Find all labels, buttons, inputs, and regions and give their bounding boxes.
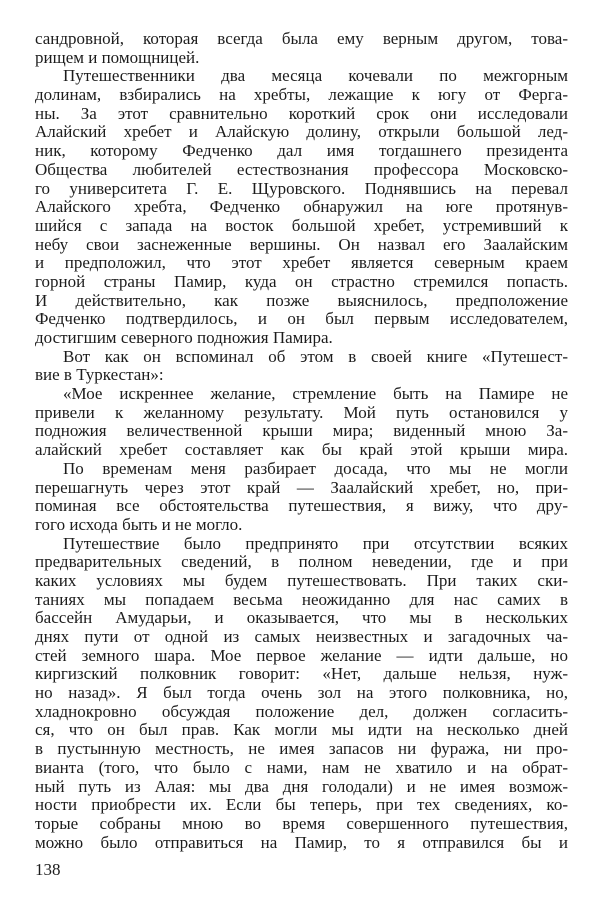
text-line: ный путь из Алая: мы два дня голодали) и не имея возмож-: [35, 777, 568, 796]
text-line: алайский хребет составляет как бы край этой крыши мира.: [35, 441, 568, 460]
page-number: 138: [35, 860, 61, 879]
text-line: бассейн Амударьи, и оказывается, что мы в нескольких: [35, 609, 568, 628]
text-line: сандровной, которая всегда была ему верным другом, това-: [35, 30, 568, 48]
text-line: И действительно, как позже выяснилось, предположение: [35, 291, 568, 310]
text-line: предварительных сведений, в полном неведении, где и при: [35, 553, 568, 572]
text-line: долинам, взбирались на хребты, лежащие к югу от Ферга-: [35, 86, 568, 105]
text-line: в пустынную местность, не имея запасов ни фуража, ни про-: [35, 740, 568, 759]
text-line: каких условиях мы будем путешествовать. При таких ски-: [35, 571, 568, 590]
text-line: Алайский хребет и Алайскую долину, открыли большой лед-: [35, 123, 568, 142]
text-line: торые собраны мною во время совершенного путешествия,: [35, 814, 568, 833]
text-line: киргизский полковник говорит: «Нет, дальше нельзя, нуж-: [35, 665, 568, 684]
text-line: гого исхода быть и не могло.: [35, 515, 243, 534]
text-line: «Мое искреннее желание, стремление быть на Памире не: [63, 385, 568, 404]
text-line: небу свои заснеженные вершины. Он назвал его Заалайским: [35, 235, 568, 254]
text-line: ник, которому Федченко дал имя тогдашнего президента: [35, 142, 568, 161]
text-line: горной страны Памир, куда он страстно стремился попасть.: [35, 272, 568, 291]
text-line: го университета Г. Е. Щуровского. Поднявшись на перевал: [35, 179, 568, 198]
text-line: и предположил, что этот хребет является северным краем: [35, 254, 568, 273]
text-line: подножия величественной крыши мира; виденный мною За-: [35, 422, 568, 441]
page-body-text: [35, 30, 568, 852]
text-line: ся, что он был прав. Как могли мы идти на несколько дней: [35, 721, 568, 740]
text-line: хладнокровно обсуждая положение дел, должен согласить-: [35, 702, 568, 721]
text-line: Путешественники два месяца кочевали по межгорным: [63, 67, 568, 86]
text-line: вианта (того, что было с нами, нам не хватило и на обрат-: [35, 758, 568, 777]
text-line: Общества любителей естествознания профессора Московско-: [35, 160, 568, 179]
text-line: Федченко подтвердилось, и он был первым исследователем,: [35, 310, 568, 329]
text-line: Вот как он вспоминал об этом в своей книге «Путешест-: [63, 347, 568, 366]
text-line: Алайского хребта, Федченко обнаружил на юге протянув-: [35, 198, 568, 217]
text-line: привели к желанному результату. Мой путь остановился у: [35, 403, 568, 422]
text-line: можно было отправиться на Памир, то я отправился бы и: [35, 833, 568, 852]
text-line: ны. За этот сравнительно короткий срок они исследовали: [35, 104, 568, 123]
text-line: По временам меня разбирает досада, что мы не могли: [63, 459, 568, 478]
text-line: достигшим северного подножия Памира.: [35, 329, 333, 347]
text-line: перешагнуть через этот край — Заалайский хребет, но, при-: [35, 478, 568, 497]
text-line: таниях мы попадаем весьма неожиданно для нас самих в: [35, 590, 568, 609]
text-line: Путешествие было предпринято при отсутствии всяких: [63, 534, 568, 553]
text-line: шийся с запада на восток большой хребет, устремивший к: [35, 216, 568, 235]
text-line: ности приобрести их. Если бы теперь, при тех сведениях, ко-: [35, 796, 568, 815]
text-line: днях пути от одной из самых неизвестных и загадочных ча-: [35, 628, 568, 646]
text-line: поминая все обстоятельства путешествия, я вижу, что дру-: [35, 497, 568, 516]
text-line: стей земного шара. Мое первое желание — идти дальше, но: [35, 646, 568, 665]
text-line: вие в Туркестан»:: [35, 366, 164, 385]
text-line: рищем и помощницей.: [35, 48, 200, 67]
text-line: но назад». Я был тогда очень зол на этого полковника, но,: [35, 684, 568, 703]
